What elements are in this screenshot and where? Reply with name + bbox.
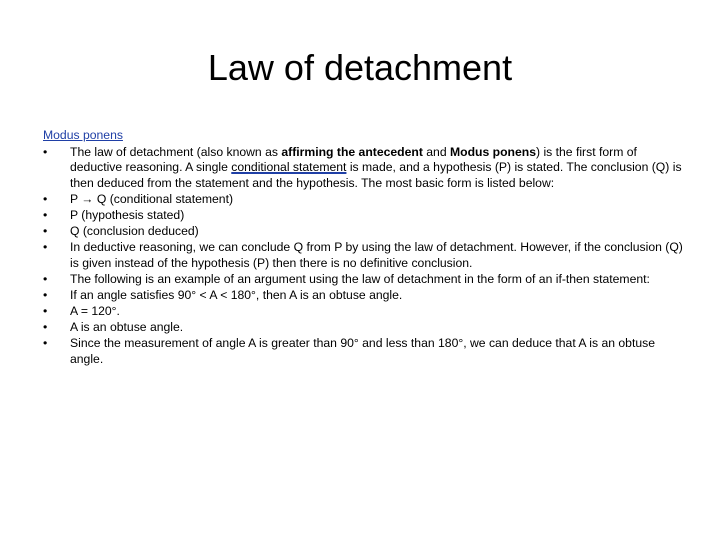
item-text: Since the measurement of angle A is greater than 90° and less than 180°, we can deduce that A is an obtuse angle. xyxy=(70,336,655,366)
item-text: The law of detachment (also known as xyxy=(70,144,282,159)
bullet-icon: • xyxy=(43,191,48,206)
list-item xyxy=(43,336,683,367)
list-item xyxy=(43,304,683,320)
term-affirming-antecedent: affirming the antecedent xyxy=(281,144,423,159)
bullet-icon: • xyxy=(43,320,48,335)
list-item xyxy=(43,320,683,336)
item-text: If an angle satisfies 90° < A < 180°, then A is an obtuse angle. xyxy=(70,287,403,302)
bullet-icon: • xyxy=(43,287,48,302)
list-item xyxy=(43,208,683,224)
item-text: In deductive reasoning, we can conclude Q from P by using the law of detachment. However, if the conclusion (Q) is given instead of the hypothesis (P) then there is no definitive conclusion. xyxy=(70,240,683,270)
bullet-icon: • xyxy=(43,144,48,159)
item-text: A is an obtuse angle. xyxy=(70,320,184,335)
bullet-icon: • xyxy=(43,336,48,351)
list-item xyxy=(43,288,683,304)
bullet-icon: • xyxy=(43,224,48,239)
bullet-icon: • xyxy=(43,240,48,255)
list-item xyxy=(43,272,683,288)
list-item xyxy=(43,224,683,240)
bullet-list xyxy=(43,145,683,368)
conditional-statement-link[interactable]: conditional statement xyxy=(231,160,347,175)
section-heading: Modus ponens xyxy=(43,128,123,142)
item-text: P → Q (conditional statement) xyxy=(70,191,234,206)
slide-content xyxy=(43,128,683,368)
bullet-icon: • xyxy=(43,271,48,286)
slide-title: Law of detachment xyxy=(207,47,513,88)
list-item xyxy=(43,240,683,271)
item-text: ) is the first form of deductive reasoning. A single xyxy=(70,144,637,175)
list-item xyxy=(43,192,683,208)
term-modus-ponens: Modus ponens xyxy=(450,144,536,159)
item-text: is made, and a hypothesis (P) is stated. The conclusion (Q) is then deduced from the statement and the hypothesis. The most basic form is listed below: xyxy=(70,160,682,190)
list-item xyxy=(43,145,683,192)
item-text: and xyxy=(422,144,450,159)
item-text: The following is an example of an argument using the law of detachment in the form of an if-then statement: xyxy=(70,271,650,286)
item-text: A = 120°. xyxy=(70,304,120,319)
bullet-icon: • xyxy=(43,207,48,222)
item-text: Q (conclusion deduced) xyxy=(70,224,199,239)
bullet-icon: • xyxy=(43,304,48,319)
item-text: P (hypothesis stated) xyxy=(70,207,185,222)
